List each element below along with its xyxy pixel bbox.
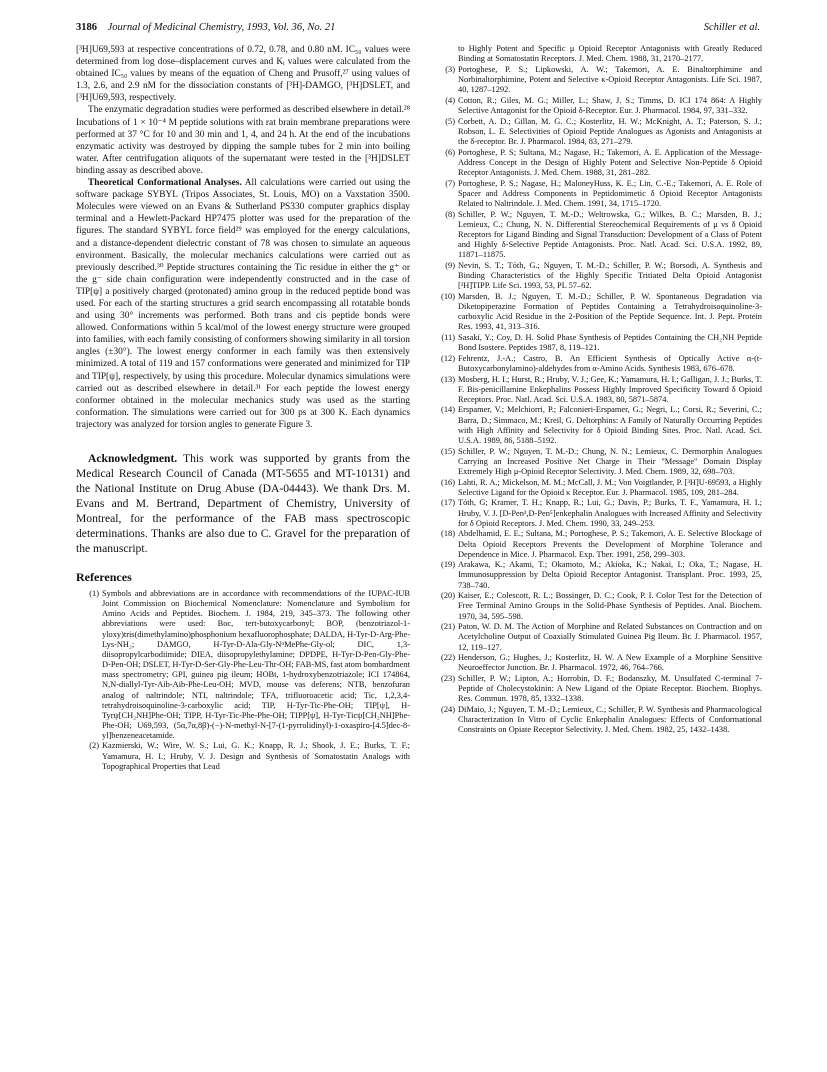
paragraph-text: [³H]U69,593 at respective concentrations of 0.72, 0.78, and 0.80 nM. IC₅₀ values were determined from log dose–displacement curves and Kᵢ values were calculated from the obtained IC₅₀ values by means of the equation of Cheng and Prusoff,²⁷ using values of 1.3, 2.6, and 2.9 nM for the dissociation constants of [³H]-DAMGO, [³H]DSLET, and [³H]U69,593, respectively. <box>76 45 410 104</box>
reference-text: Portoghese, P. S.; Nagase, H.; MaloneyHuss, K. E.; Lin, C.-E.; Takemori, A. E. Role of Spacer and Address Components in Peptidomimetic δ Opioid Receptor Antagonists Related to Naltrindole. J. Med. Chem. 1991, 34, 1715–1720. <box>458 178 762 208</box>
reference-text: Kazmierski, W.; Wire, W. S.; Lui, G. K.; Knapp, R. J.; Shook, J. E.; Burks, T. F.; Yamamura, H. I.; Hruby, V. J. Design and Synthesis of Somatostatin Analogs with Topographical Properties that Lead <box>102 741 410 771</box>
reference-item <box>432 529 762 559</box>
reference-text: Mosberg, H. I.; Hurst, R.; Hruby, V. J.; Gee, K.; Yamamura, H. I.; Galligan, J. J.; Burks, T. F. Bis-penicillamine Enkephalins Possess Highly Improved Specificity Toward δ Opioid Receptors. Proc. Natl. Acad. Sci. U.S.A. 1983, 80, 5871–5874. <box>458 374 762 404</box>
reference-text: Portoghese, P. S.; Lipkowski, A. W.; Takemori, A. E. Binaltorphimine and Norbinaltorphimine, Potent and Selective κ-Opioid Receptor Antagonists. Life Sci. 1987, 40, 1287–1292. <box>458 64 762 95</box>
body-text <box>76 44 410 431</box>
reference-text: Schiller, P. W.; Nguyen, T. M.-D.; Chung, N. N.; Lemieux, C. Dermorphin Analogues Carrying an Increased Positive Net Charge in Their "Message" Domain Display Extremely High μ-Opioid Receptor Selectivity. J. Med. Chem. 1989, 32, 698–703. <box>458 446 762 476</box>
reference-text: Schiller, P. W.; Lipton, A.; Horrobin, D. F.; Bodanszky, M. Unsulfated C-terminal 7-Peptide of Cholecystokinin: A New Ligand of the Opiate Receptor. Biochem. Biophys. Res. Commun. 1978, 85, 1332–1338. <box>458 674 762 704</box>
reference-number: (8) <box>445 209 455 219</box>
reference-text: to Highly Potent and Specific μ Opioid Receptor Antagonists with Greatly Reduced Binding at Somatostatin Receptors. J. Med. Chem. 1988, 31, 2170–2177. <box>458 44 762 64</box>
reference-text: Sasaki, Y.; Coy, D. H. Solid Phase Synthesis of Peptides Containing the CH₂NH Peptide Bond Isostere. Peptides 1987, 8, 119–121. <box>458 332 762 353</box>
reference-text: Fehrentz, J.-A.; Castro, B. An Efficient Synthesis of Optically Active α-(t-Butoxycarbonylamino)-aldehydes from α-Amino Acids. Synthesis 1983, 676–678. <box>458 353 762 373</box>
section-heading: Theoretical Conformational Analyses. <box>88 178 242 189</box>
reference-text: Kaiser, E.; Colescott, R. L.; Bossinger, D. C.; Cook, P. I. Color Test for the Detection of Free Terminal Amino Groups in the Solid-Phase Synthesis of Peptides. Anal. Biochem. 1970, 34, 595–598. <box>458 591 762 621</box>
reference-text: Schiller, P. W.; Nguyen, T. M.-D.; Weltrowska, G.; Wilkes, B. C.; Marsden, B. J.; Lemieux, C.; Chung, N. N. Differential Stereochemical Requirements of μ vs δ Opioid Receptors for Ligand Binding and Signal Transduction: Development of a Class of Potent and Highly δ-Selective Peptide Antagonists. Proc. Natl. Acad. Sci. U.S.A. 1992, 89, 11871–11875. <box>458 209 762 260</box>
reference-text: DiMaio, J.; Nguyen, T. M.-D.; Lemieux, C.; Schiller, P. W. Synthesis and Pharmacological Characterization In Vitro of Cyclic Enkephalin Analogues: Effects of Conformational Constraints on Opiate Receptor Selectivity. J. Med. Chem. 1982, 25, 1432–1438. <box>458 705 762 735</box>
reference-number: (1) <box>89 589 99 598</box>
reference-number: (7) <box>445 178 455 188</box>
body-paragraph <box>76 177 410 431</box>
reference-number: (22) <box>441 653 455 663</box>
reference-list-right <box>432 44 762 735</box>
reference-text: Portoghese, P. S; Sultana, M.; Nagase, H.; Takemori, A. E. Application of the Message-Address Concept in the Design of Highly Potent and Selective Non-Peptide δ Opioid Receptor Antagonists. J. Med. Chem. 1988, 31, 281–282. <box>458 147 762 177</box>
reference-item <box>432 674 762 704</box>
reference-number: (15) <box>441 446 455 456</box>
reference-item <box>432 498 762 528</box>
acknowledgment-heading: Acknowledgment. <box>88 452 178 465</box>
reference-number: (3) <box>445 64 455 74</box>
reference-item <box>432 179 762 209</box>
page-number: 3186 <box>76 22 97 33</box>
reference-item <box>432 333 762 353</box>
reference-text: Cotton, R.; Giles, M. G.; Miller, L.; Shaw, J. S.; Timms, D. ICI 174 864: A Highly Selective Antagonist for the Opioid δ-Receptor. Eur. J. Pharmacol. 1984, 97, 331–332. <box>458 95 762 115</box>
reference-number: (21) <box>441 622 455 632</box>
reference-item <box>432 292 762 333</box>
reference-item <box>432 261 762 291</box>
body-paragraph <box>76 44 410 104</box>
reference-text: Erspamer, V.; Melchiorri, P.; Falconieri-Erspamer, G.; Negri, L.; Corsi, R.; Severini, C.; Barra, D.; Simmaco, M.; Kreil, G. Deltorphins: A Family of Naturally Occurring Peptides with High Affinity and Selectivity for δ Opioid Binding Sites. Proc. Natl. Acad. Sci. U.S.A. 1989, 86, 5188–5192. <box>458 405 762 445</box>
reference-item <box>432 44 762 64</box>
journal-citation: Journal of Medicinal Chemistry, 1993, Vol. 36, No. 21 <box>107 22 336 33</box>
reference-item <box>432 705 762 735</box>
reference-number: (6) <box>445 147 455 157</box>
reference-item <box>432 96 762 116</box>
reference-item <box>432 117 762 147</box>
left-column <box>76 44 410 772</box>
reference-text: Nevin, S. T.; Tóth, G.; Nguyen, T. M.-D.; Schiller, P. W.; Borsodi, A. Synthesis and Binding Characteristics of the Highly Specific Tritiated Delta Opioid Antagonist [³H]TIPP. Life Sci. 1993, 53, PL 57–62. <box>458 260 762 291</box>
reference-number: (14) <box>441 405 455 415</box>
reference-number: (13) <box>441 374 455 384</box>
right-column <box>432 44 762 736</box>
reference-number: (12) <box>441 353 455 363</box>
reference-number: (17) <box>441 498 455 508</box>
acknowledgment-text: This work was supported by grants from the Medical Research Council of Canada (MT-5655 and MT-10131) and the National Institute on Drug Abuse (DA-04443). We thank Drs. M. Evans and M. Bertrand, Department of Chemistry, University of Montreal, for the performance of the FAB mass spectroscopic determinations. Thanks are also due to C. Gravel for the preparation of the manuscript. <box>76 452 410 555</box>
reference-item <box>432 591 762 621</box>
reference-item <box>432 148 762 178</box>
reference-item <box>432 447 762 477</box>
reference-text: Lahti, R. A.; Mickelson, M. M.; McCall, J. M.; Von Voigtlander, P. [³H]U-69593, a Highly Selective Ligand for the Opioid κ Receptor. Eur. J. Pharmacol. 1985, 109, 281–284. <box>458 477 762 497</box>
acknowledgment-paragraph <box>76 451 410 556</box>
reference-text: Abdelhamid, E. E.; Sultana, M.; Portoghese, P. S.; Takemori, A. E. Selective Blockage of Delta Opioid Receptors Prevents the Development of Morphine Tolerance and Dependence in Mice. J. Pharmacol. Exp. Ther. 1991, 258, 299–303. <box>458 529 762 559</box>
reference-item <box>432 354 762 374</box>
reference-number: (9) <box>445 260 455 270</box>
reference-item <box>432 653 762 673</box>
reference-item <box>432 65 762 95</box>
reference-text: Symbols and abbreviations are in accordance with recommendations of the IUPAC-IUB Joint Commission on Biochemical Nomenclature: Nomenclature and Symbolism for Amino Acids and Peptides. Biochem. J. 1984, 219, 345–373. The following other abbreviations were used: Boc, tert-butoxycarbonyl; BOP, (benzotriazol-1-yloxy)tris(dimethylamino)phosphonium hexafluorophosphate; DALDA, H-Tyr-D-Arg-Phe-Lys-NH₂; DAMGO, H-Tyr-D-Ala-Gly-NᵅMePhe-Gly-ol; DIC, 1,3-diisopropylcarbodiimide; DIEA, diisopropylethylamine; DPDPE, H-Tyr-D-Pen-Gly-Phe-D-Pen-OH; DSLET, H-Tyr-D-Ser-Gly-Phe-Leu-Thr-OH; FAB-MS, fast atom bombardment mass spectrometry; GPI, guinea pig ileum; HOBt, 1-hydroxybenzotriazole; ICI 174864, N,N-diallyl-Tyr-Aib-Aib-Phe-Leu-OH; MVD, mouse vas deferens; NTB, benzofuran analog of naltrindole; NTI, naltrindole; TFA, trifluoroacetic acid; Tic, 1,2,3,4-tetrahydroisoquinoline-3-carboxylic acid; TIP, H-Tyr-Tic-Phe-OH; TIP[ψ], H-Tyrψ[CH₂NH]Phe-OH; TIPP, H-Tyr-Tic-Phe-Phe-OH; TIPP[ψ], H-Tyr-Ticψ[CH₂NH]Phe-Phe-OH; U69,593, (5α,7α,8β)-(−)-N-methyl-N-[7-(1-pyrrolidinyl)-1-oxaspiro-[4.5]dec-8-yl]benzeneacetamide. <box>102 589 410 741</box>
reference-number: (20) <box>441 591 455 601</box>
paragraph-text: All calculations were carried out using the software package SYBYL (Tripos Associates, St. Louis, MO) on a Vaxstation 3500. Molecules were viewed on an Evans & Sutherland PS330 computer graphics display terminal and a Hewlett-Packard HP7475 plotter was used for the preparation of the figures. The standard SYBYL force field²⁹ was employed for the energy calculations, and a distance-dependent dielectric constant of 78 was chosen to simulate an aqueous environment. Basically, the molecular mechanics calculations were carried out as previously described.³⁰ Peptide structures containing the Tic residue in either the g⁺ or the g⁻ side chain configuration were independently constructed and in the case of TIP[ψ] a positively charged (protonated) amino group in the reduced peptide bond was used. For each of the starting structures a grid search encompassing all rotatable bonds and using 30° increments was performed. Both trans and cis peptide bonds were allowed. Conformations within 5 kcal/mol of the lowest energy structure were grouped into families, with each family consisting of conformers showing similarity in all torsion angles (±30°). The lowest energy conformer in each family was then extensively minimized. A total of 119 and 157 conformations were generated and minimized for TIP and TIP[ψ], respectively, by using this procedure. Molecular dynamics simulations were carried out as described elsewhere in detail.³¹ For each peptide the lowest energy conformer obtained in the molecular mechanics study was used as the starting conformation. The simulations were carried out for 300 ps at 300 K. Each dynamics trajectory was analyzed for torsion angles to generate Figure 3. <box>76 178 410 430</box>
reference-item <box>432 405 762 446</box>
reference-item <box>432 375 762 405</box>
reference-list-left <box>76 589 410 772</box>
reference-item <box>76 741 410 771</box>
reference-text: Marsden, B. J.; Nguyen, T. M.-D.; Schiller, P. W. Spontaneous Degradation via Diketopiperazine Formation of Peptides Containing a Tetrahydroisoquinoline-3-carboxylic Acid Residue in the 2-Position of the Peptide Sequence. Int. J. Pept. Protein Res. 1993, 41, 313–316. <box>458 291 762 332</box>
reference-number: (18) <box>441 529 455 539</box>
paragraph-text: The enzymatic degradation studies were performed as described elsewhere in detail.²⁸ Incubations of 1 × 10⁻⁴ M peptide solutions with rat brain membrane preparations were performed at 37 °C for 10 and 30 min and 1, 4, and 24 h. At the end of the incubations enzymatic activity was destroyed by dipping the sample tubes for 2 min into boiling water. After centrifugation aliquots of the supernatant were tested in the [³H]DSLET binding assay as described above. <box>76 105 410 176</box>
reference-text: Corbett, A. D.; Gillan, M. G. C.; Kosterlitz, H. W.; McKnight, A. T.; Paterson, S. J.; Robson, L. E. Selectivities of Opioid Peptide Analogues as Agonists and Antagonists at the δ-receptor. Br. J. Pharmacol. 1984, 83, 271–279. <box>458 116 762 146</box>
reference-number: (24) <box>441 705 455 714</box>
reference-number: (5) <box>445 116 455 126</box>
reference-number: (16) <box>441 477 455 487</box>
reference-number: (19) <box>441 560 455 570</box>
reference-text: Tóth, G; Kramer, T. H.; Knapp, R.; Lui, G.; Davis, P.; Burks, T. F., Yamamura, H. I.; Hruby, V. J. [D-Pen²,D-Pen⁵]enkephalin Analogues with Increased Affinity and Selectivity for δ Opioid Receptors. J. Med. Chem. 1990, 33, 249–253. <box>458 498 762 528</box>
running-header <box>76 20 760 36</box>
reference-number: (11) <box>441 332 455 342</box>
reference-text: Arakawa, K.; Akami, T.; Okamoto, M.; Akioka, K.; Nakai, I.; Oka, T.; Nagase, H. Immunosuppression by Delta Opioid Receptor Antagonist. Transplant. Proc. 1993, 25, 738–740. <box>458 560 762 590</box>
reference-number: (2) <box>89 741 99 751</box>
reference-number: (23) <box>441 674 455 684</box>
reference-item <box>432 560 762 590</box>
running-authors: Schiller et al. <box>703 22 760 33</box>
reference-number: (10) <box>441 291 455 301</box>
reference-item <box>432 478 762 498</box>
reference-text: Henderson, G.; Hughes, J.; Kosterlitz, H. W. A New Example of a Morphine Sensitive Neuroeffector Junction. Br. J. Pharmacol. 1972, 46, 764–766. <box>458 653 762 673</box>
references-heading: References <box>76 570 132 584</box>
reference-item <box>432 622 762 652</box>
reference-text: Paton, W. D. M. The Action of Morphine and Related Substances on Contraction and on Acetylcholine Output of Coaxially Stimulated Guinea Pig Ileum. Br. J. Pharmacol. 1957, 12, 119–127. <box>458 622 762 652</box>
reference-number: (4) <box>445 95 455 105</box>
body-paragraph <box>76 104 410 177</box>
reference-item <box>76 589 410 741</box>
reference-item <box>432 210 762 261</box>
